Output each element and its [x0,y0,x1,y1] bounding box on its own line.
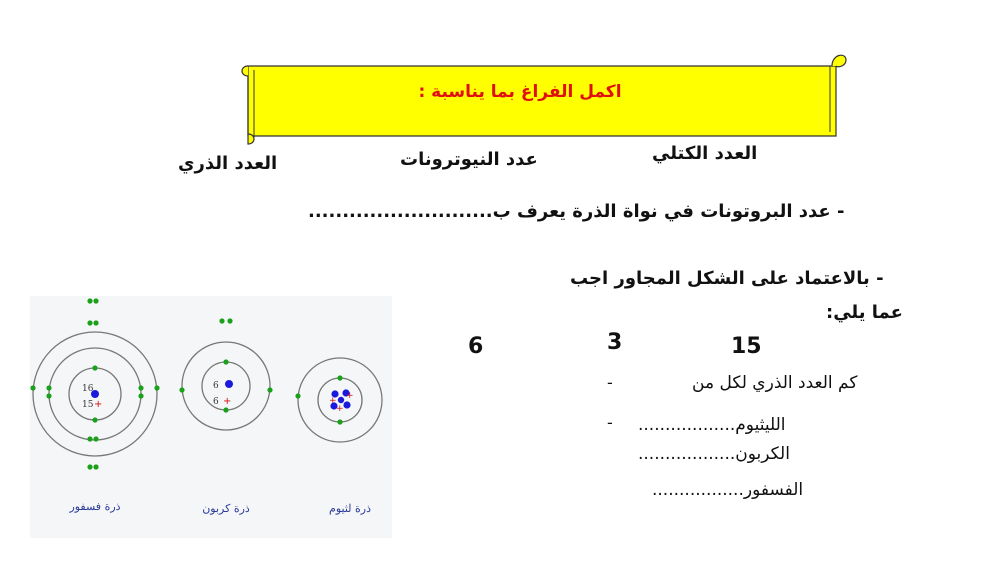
carbon-atom [179,318,272,430]
lithium-caption: ذرة لثيوم [329,502,371,515]
phosphorus-caption: ذرة فسفور [69,500,121,513]
question-2-line2: عما يلي: [826,302,903,323]
svg-text:+: + [94,399,103,410]
carbon-neutrons: 6 [213,381,219,391]
banner-title: اكمل الفراغ بما يناسبة : [418,82,622,102]
svg-text:+: + [223,396,232,407]
sub-question-prompt: كم العدد الذري لكل من [692,373,858,393]
word-bank-atomic-number: العدد الذري [178,153,278,174]
blank-lithium[interactable]: الليثيوم.................. [638,415,786,435]
dash-marker: - [607,373,613,392]
carbon-caption: ذرة كربون [202,502,250,515]
svg-text:+: + [346,391,354,401]
answer-number-15: 15 [731,334,762,359]
atom-diagrams-svg [30,296,392,538]
word-bank-mass-number: العدد الكتلي [652,143,758,164]
svg-text:+: + [329,396,337,406]
carbon-protons: 6 [213,397,219,407]
phosphorus-atom [30,298,159,469]
question-1: - عدد البروتونات في نواة الذرة يعرف ب........................... [308,201,845,222]
answer-number-6: 6 [468,334,484,359]
atom-diagrams-panel [30,296,392,538]
phosphorus-neutrons: 16 [82,384,94,394]
blank-carbon[interactable]: الكربون.................. [638,444,790,464]
blank-phosphorus[interactable]: الفسفور................. [652,480,804,500]
svg-text:+: + [336,404,344,414]
lithium-atom [295,358,382,442]
dash-marker: - [607,413,613,432]
phosphorus-protons: 15 [82,400,94,410]
question-2-line1: - بالاعتماد على الشكل المجاور اجب [570,268,884,289]
word-bank-neutron-count: عدد النيوترونات [400,149,538,170]
answer-number-3: 3 [607,330,623,355]
